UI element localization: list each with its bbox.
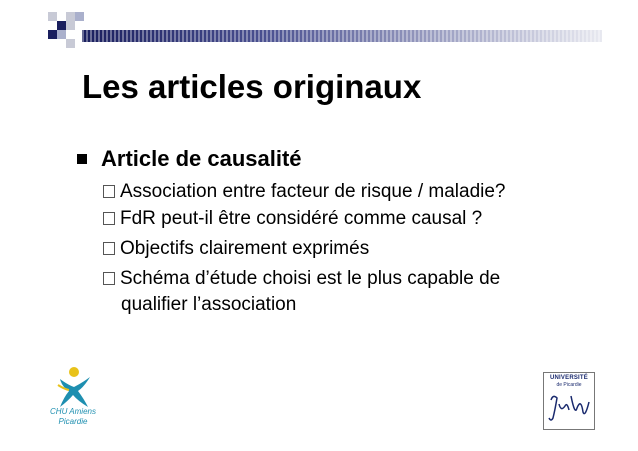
universite-picardie-logo (543, 372, 595, 430)
checkbox-bullet-icon (103, 242, 115, 255)
slide-title: Les articles originaux (82, 68, 422, 105)
sub-bullet-text: FdR peut-il être considéré comme causal ? (120, 208, 483, 229)
checkbox-bullet-icon (103, 185, 115, 198)
deco-square (75, 12, 84, 21)
deco-square (66, 39, 75, 48)
signature-icon (547, 390, 591, 426)
chu-figure-icon (38, 365, 108, 409)
sub-bullet-text-continued: qualifier l’association (121, 294, 297, 315)
sub-bullet (103, 179, 506, 205)
sub-bullet-text: Schéma d’étude choisi est le plus capable de (120, 268, 501, 289)
checkbox-bullet-icon (103, 212, 115, 225)
chu-logo-line2: Picardie (58, 417, 88, 426)
sub-bullet-text: Objectifs clairement exprimés (120, 238, 370, 259)
deco-square (48, 30, 57, 39)
deco-square (66, 12, 75, 21)
deco-square (48, 12, 57, 21)
header-gradient-bar (82, 30, 602, 42)
deco-square (57, 21, 66, 30)
chu-amiens-logo (38, 365, 108, 435)
deco-square (57, 30, 66, 39)
sub-bullet (103, 236, 369, 262)
sub-bullet (103, 266, 500, 318)
main-bullet-text: Article de causalité (101, 146, 302, 171)
deco-square (66, 21, 75, 30)
main-bullet (77, 146, 302, 172)
sub-bullet-text: Association entre facteur de risque / maladie? (120, 181, 506, 202)
univ-logo-line2: de Picardie (556, 382, 582, 388)
univ-logo-line1: UNIVERSITÉ (549, 375, 588, 381)
chu-logo-line1: CHU Amiens (50, 407, 96, 416)
checkbox-bullet-icon (103, 272, 115, 285)
square-bullet-icon (77, 154, 87, 164)
sub-bullet (103, 206, 482, 232)
